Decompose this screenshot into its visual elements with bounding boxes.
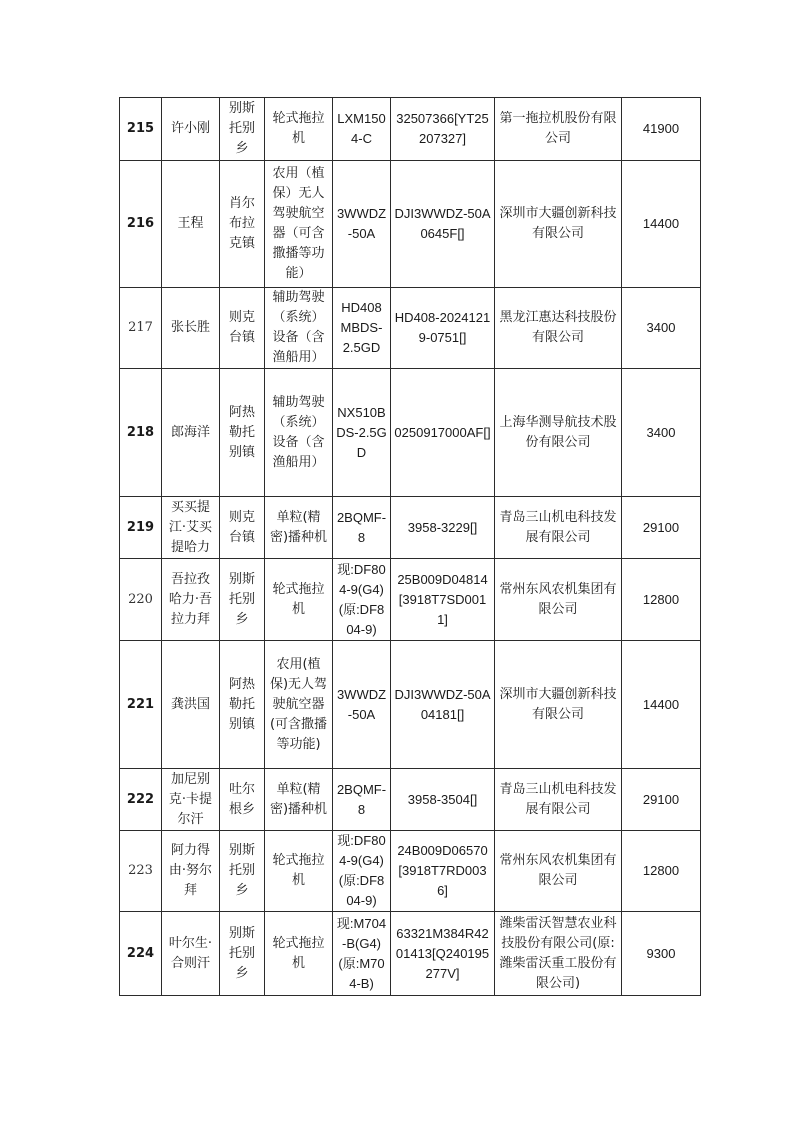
applicant-name-cell: 买买提江·艾买提哈力 (162, 497, 220, 559)
machine-model-cell: NX510BDS-2.5GD (333, 369, 391, 497)
manufacturer-cell: 青岛三山机电科技发展有限公司 (495, 497, 622, 559)
serial-number-cell: 3958-3504[] (391, 769, 495, 831)
applicant-name-cell: 龚洪国 (162, 641, 220, 769)
table-row (120, 98, 701, 161)
subsidy-amount-cell: 12800 (622, 831, 701, 912)
machine-item-cell: 农用(植保)无人驾驶航空器(可含撒播等功能) (265, 641, 333, 769)
applicant-name-cell: 阿力得由·努尔拜 (162, 831, 220, 912)
township-cell: 吐尔根乡 (220, 769, 265, 831)
table-row (120, 161, 701, 288)
machine-model-cell: 现:DF804-9(G4)(原:DF804-9) (333, 559, 391, 641)
township-cell: 别斯托别乡 (220, 98, 265, 161)
machine-model-cell: 3WWDZ-50A (333, 161, 391, 288)
table-row (120, 369, 701, 497)
applicant-name-cell: 张长胜 (162, 288, 220, 369)
machine-item-cell: 辅助驾驶（系统）设备（含渔船用） (265, 288, 333, 369)
table-row (120, 559, 701, 641)
township-cell: 肖尔布拉克镇 (220, 161, 265, 288)
subsidy-amount-cell: 41900 (622, 98, 701, 161)
manufacturer-cell: 深圳市大疆创新科技有限公司 (495, 161, 622, 288)
table-row (120, 831, 701, 912)
serial-number-cell: 0250917000AF[] (391, 369, 495, 497)
table-row (120, 769, 701, 831)
manufacturer-cell: 青岛三山机电科技发展有限公司 (495, 769, 622, 831)
machine-item-cell: 轮式拖拉机 (265, 98, 333, 161)
subsidy-amount-cell: 14400 (622, 641, 701, 769)
township-cell: 别斯托别乡 (220, 559, 265, 641)
subsidy-amount-cell: 3400 (622, 288, 701, 369)
machine-item-cell: 轮式拖拉机 (265, 559, 333, 641)
machine-item-cell: 单粒(精密)播种机 (265, 497, 333, 559)
manufacturer-cell: 上海华测导航技术股份有限公司 (495, 369, 622, 497)
township-cell: 阿热勒托别镇 (220, 369, 265, 497)
serial-number-cell: 32507366[YT25207327] (391, 98, 495, 161)
serial-number-cell: DJI3WWDZ-50A04181[] (391, 641, 495, 769)
manufacturer-cell: 常州东风农机集团有限公司 (495, 831, 622, 912)
applicant-name-cell: 叶尔生·合则汗 (162, 912, 220, 996)
row-number-cell: 217 (120, 288, 162, 369)
row-number-cell: 220 (120, 559, 162, 641)
subsidy-amount-cell: 29100 (622, 497, 701, 559)
machine-model-cell: 2BQMF-8 (333, 769, 391, 831)
machine-model-cell: 3WWDZ-50A (333, 641, 391, 769)
township-cell: 则克台镇 (220, 497, 265, 559)
table-row (120, 641, 701, 769)
township-cell: 则克台镇 (220, 288, 265, 369)
machine-item-cell: 辅助驾驶（系统）设备（含渔船用） (265, 369, 333, 497)
machine-item-cell: 轮式拖拉机 (265, 831, 333, 912)
subsidy-table (119, 97, 701, 996)
serial-number-cell: 3958-3229[] (391, 497, 495, 559)
machine-item-cell: 轮式拖拉机 (265, 912, 333, 996)
row-number-cell: 222 (120, 769, 162, 831)
table-body (120, 98, 701, 996)
machine-model-cell: 现:M704-B(G4)(原:M704-B) (333, 912, 391, 996)
serial-number-cell: 25B009D04814[3918T7SD0011] (391, 559, 495, 641)
subsidy-amount-cell: 9300 (622, 912, 701, 996)
row-number-cell: 221 (120, 641, 162, 769)
manufacturer-cell: 第一拖拉机股份有限公司 (495, 98, 622, 161)
row-number-cell: 216 (120, 161, 162, 288)
row-number-cell: 219 (120, 497, 162, 559)
subsidy-amount-cell: 14400 (622, 161, 701, 288)
machine-item-cell: 农用（植保）无人驾驶航空器（可含撒播等功能） (265, 161, 333, 288)
row-number-cell: 215 (120, 98, 162, 161)
table-row (120, 497, 701, 559)
machine-model-cell: 2BQMF-8 (333, 497, 391, 559)
subsidy-amount-cell: 3400 (622, 369, 701, 497)
applicant-name-cell: 加尼别克·卡提尔汗 (162, 769, 220, 831)
applicant-name-cell: 郎海洋 (162, 369, 220, 497)
row-number-cell: 218 (120, 369, 162, 497)
row-number-cell: 224 (120, 912, 162, 996)
row-number-cell: 223 (120, 831, 162, 912)
machine-model-cell: HD408MBDS-2.5GD (333, 288, 391, 369)
machine-model-cell: LXM1504-C (333, 98, 391, 161)
manufacturer-cell: 黑龙江惠达科技股份有限公司 (495, 288, 622, 369)
serial-number-cell: 24B009D06570[3918T7RD0036] (391, 831, 495, 912)
township-cell: 别斯托别乡 (220, 912, 265, 996)
manufacturer-cell: 常州东风农机集团有限公司 (495, 559, 622, 641)
table-row (120, 288, 701, 369)
serial-number-cell: 63321M384R4201413[Q240195277V] (391, 912, 495, 996)
serial-number-cell: DJI3WWDZ-50A0645F[] (391, 161, 495, 288)
applicant-name-cell: 吾拉孜哈力·吾拉力拜 (162, 559, 220, 641)
township-cell: 别斯托别乡 (220, 831, 265, 912)
subsidy-amount-cell: 29100 (622, 769, 701, 831)
manufacturer-cell: 潍柴雷沃智慧农业科技股份有限公司(原:潍柴雷沃重工股份有限公司) (495, 912, 622, 996)
township-cell: 阿热勒托别镇 (220, 641, 265, 769)
applicant-name-cell: 王程 (162, 161, 220, 288)
subsidy-amount-cell: 12800 (622, 559, 701, 641)
table-row (120, 912, 701, 996)
applicant-name-cell: 许小刚 (162, 98, 220, 161)
machine-item-cell: 单粒(精密)播种机 (265, 769, 333, 831)
machine-model-cell: 现:DF804-9(G4)(原:DF804-9) (333, 831, 391, 912)
manufacturer-cell: 深圳市大疆创新科技有限公司 (495, 641, 622, 769)
serial-number-cell: HD408-20241219-0751[] (391, 288, 495, 369)
